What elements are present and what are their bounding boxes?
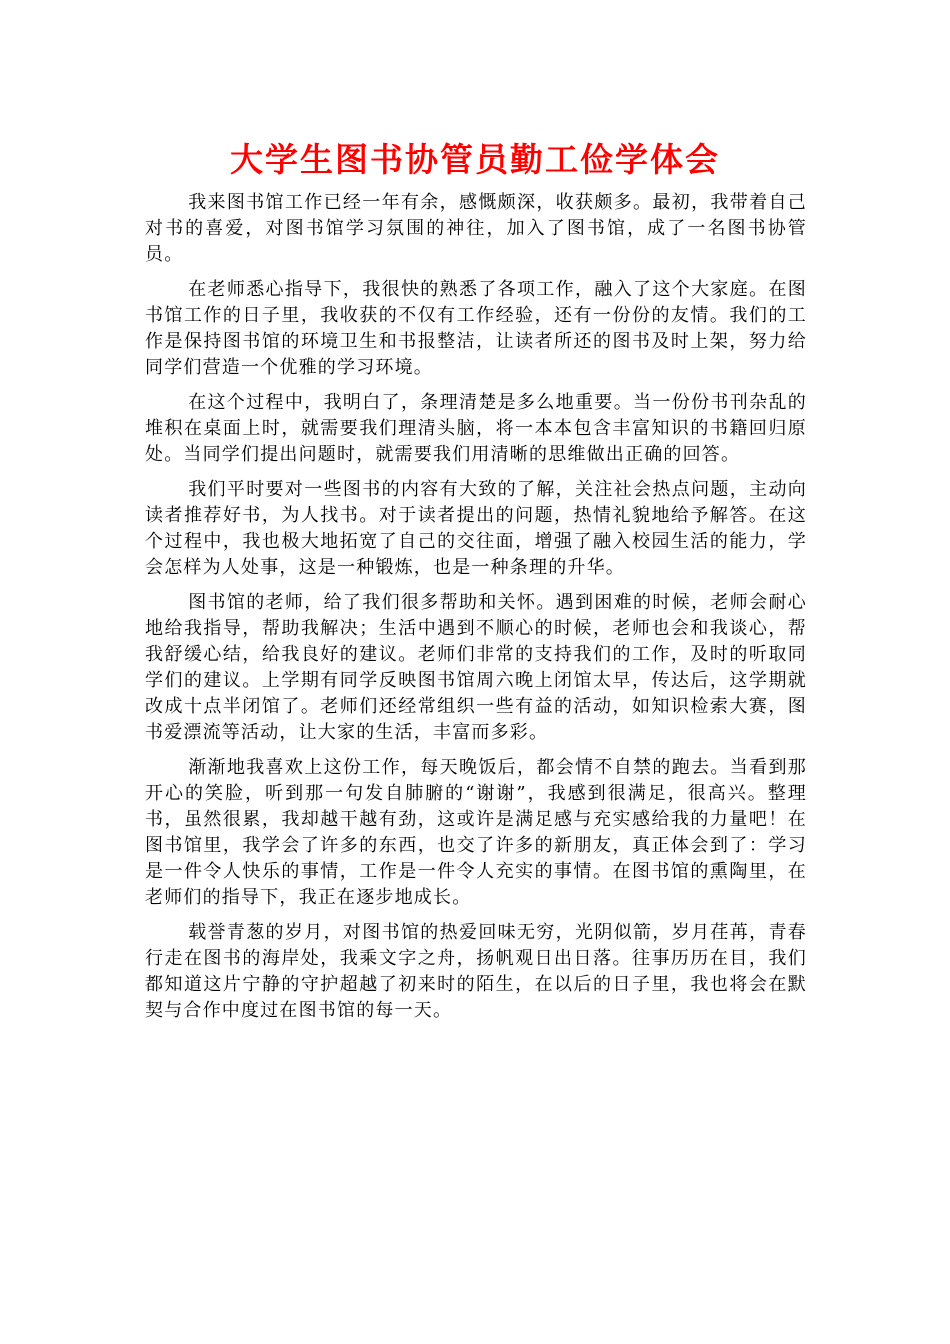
paragraph-7: 载誉青葱的岁月，对图书馆的热爱回味无穷，光阴似箭，岁月荏苒，青春行走在图书的海岸处，我乘文字之舟，扬帆观日出日落。往事历历在目，我们都知道这片宁静的守护超越了初来时的陌生，在以后的日子里，我也将会在默契与合作中度过在图书馆的每一天。 [145,922,807,1021]
paragraph-4: 我们平时要对一些图书的内容有大致的了解，关注社会热点问题，主动向读者推荐好书，为人找书。对于读者提出的问题，热情礼貌地给予解答。在这个过程中，我也极大地拓宽了自己的交往面，增强了融入校园生活的能力，学会怎样为人处事，这是一种锻炼，也是一种条理的升华。 [145,479,807,578]
paragraph-5: 图书馆的老师，给了我们很多帮助和关怀。遇到困难的时候，老师会耐心地给我指导，帮助我解决；生活中遇到不顺心的时候，老师也会和我谈心，帮我舒缓心结，给我良好的建议。老师们非常的支持我们的工作，及时的听取同学们的建议。上学期有同学反映图书馆周六晚上闭馆太早，传达后，这学期就改成十点半闭馆了。老师们还经常组织一些有益的活动，如知识检索大赛，图书爱漂流等活动，让大家的生活，丰富而多彩。 [145,592,807,743]
document-body [145,190,807,1033]
paragraph-1: 我来图书馆工作已经一年有余，感慨颇深，收获颇多。最初，我带着自己对书的喜爱，对图书馆学习氛围的神往，加入了图书馆，成了一名图书协管员。 [145,192,807,265]
paragraph-3: 在这个过程中，我明白了，条理清楚是多么地重要。当一份份书刊杂乱的堆积在桌面上时，就需要我们理清头脑，将一本本包含丰富知识的书籍回归原处。当同学们提出问题时，就需要我们用清晰的思维做出正确的回答。 [145,392,807,465]
document-title: 大学生图书协管员勤工俭学体会 [230,140,720,179]
paragraph-6: 渐渐地我喜欢上这份工作，每天晚饭后，都会情不自禁的跑去。当看到那开心的笑脸，听到那一句发自肺腑的“谢谢”，我感到很满足，很高兴。整理书，虽然很累，我却越干越有劲，这或许是满足感与充实感给我的力量吧！在图书馆里，我学会了许多的东西，也交了许多的新朋友，真正体会到了：学习是一件令人快乐的事情，工作是一件令人充实的事情。在图书馆的熏陶里，在老师们的指导下，我正在逐步地成长。 [145,757,807,908]
paragraph-2: 在老师悉心指导下，我很快的熟悉了各项工作，融入了这个大家庭。在图书馆工作的日子里，我收获的不仅有工作经验，还有一份份的友情。我们的工作是保持图书馆的环境卫生和书报整洁，让读者所还的图书及时上架，努力给同学们营造一个优雅的学习环境。 [145,279,807,378]
